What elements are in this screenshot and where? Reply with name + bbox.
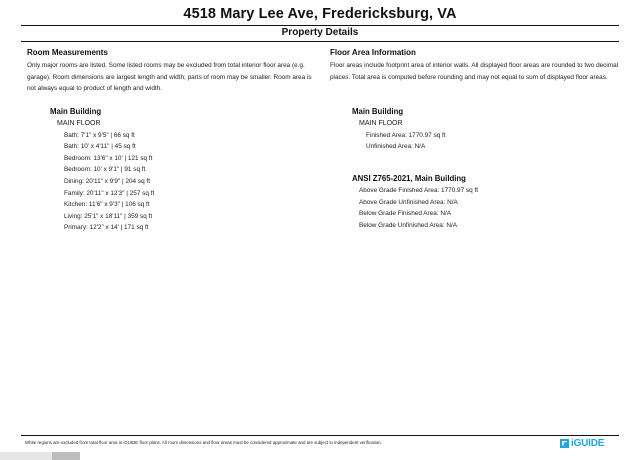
footer-rule (21, 435, 619, 436)
title-rule (21, 25, 619, 26)
room-measurements-section (27, 48, 319, 95)
floor-area-heading: Floor Area Information (330, 48, 416, 57)
footer-note: White regions are excluded from total floor area in iGUIDE floor plans. All room dimensions and floor areas must be considered approximate and are subject to independent verification. (25, 440, 382, 445)
room-row: Bath: 7'1" x 9'5" | 66 sq ft (64, 131, 135, 139)
room-building-title: Main Building (50, 107, 102, 116)
room-measurements-heading: Room Measurements (27, 48, 108, 57)
ansi-block (352, 173, 478, 231)
floor-area-section (330, 48, 622, 83)
unfinished-area-row: Unfinished Area: N/A (366, 143, 426, 151)
ansi-row: Below Grade Finished Area: N/A (359, 210, 451, 218)
ansi-row: Below Grade Unfinished Area: N/A (359, 221, 458, 229)
iguide-logo-icon (560, 439, 569, 448)
floor-area-description: Floor areas include footprint area of interior walls. All displayed floor areas are rounded to two decimal places. Total area is computed before rounding and may not equal to sum of displayed floor areas. (330, 62, 619, 81)
section-title: Property Details (281, 27, 359, 38)
area-building-title: Main Building (352, 107, 404, 116)
room-floor-label: MAIN FLOOR (57, 120, 101, 127)
finished-area-row: Finished Area: 1770.97 sq ft (366, 131, 446, 139)
room-measurements-description: Only major rooms are listed. Some listed rooms may be excluded from total interior floor area (e.g. garage). Room dimensions are largest length and width; parts of room may be smaller. Room area is not always equal to product of length and width. (27, 62, 312, 93)
iguide-logo (560, 437, 604, 449)
ansi-row: Above Grade Unfinished Area: N/A (359, 198, 458, 206)
bottom-corner-strip (0, 452, 80, 460)
iguide-logo-text: iGUIDE (571, 437, 605, 449)
room-row: Living: 25'1" x 18'11" | 359 sq ft (64, 212, 153, 220)
room-row: Dining: 20'11" x 9'9" | 204 sq ft (64, 177, 150, 185)
ansi-row: Above Grade Finished Area: 1770.97 sq ft (359, 187, 479, 194)
room-list-block (50, 106, 154, 234)
area-floor-label: MAIN FLOOR (359, 120, 403, 127)
page-title: 4518 Mary Lee Ave, Fredericksburg, VA (183, 6, 457, 22)
room-row: Primary: 12'2" x 14' | 171 sq ft (64, 224, 149, 232)
room-row: Kitchen: 11'6" x 9'3" | 106 sq ft (64, 201, 150, 209)
ansi-title: ANSI Z765-2021, Main Building (352, 174, 466, 183)
room-row: Bedroom: 10' x 9'1" | 91 sq ft (64, 166, 146, 174)
room-row: Bedroom: 13'6" x 10' | 121 sq ft (64, 154, 153, 162)
section-rule (21, 41, 619, 42)
room-row: Family: 20'11" x 12'3" | 257 sq ft (64, 189, 155, 197)
room-row: Bath: 10' x 4'11" | 45 sq ft (64, 143, 136, 151)
floor-area-block (352, 106, 446, 153)
